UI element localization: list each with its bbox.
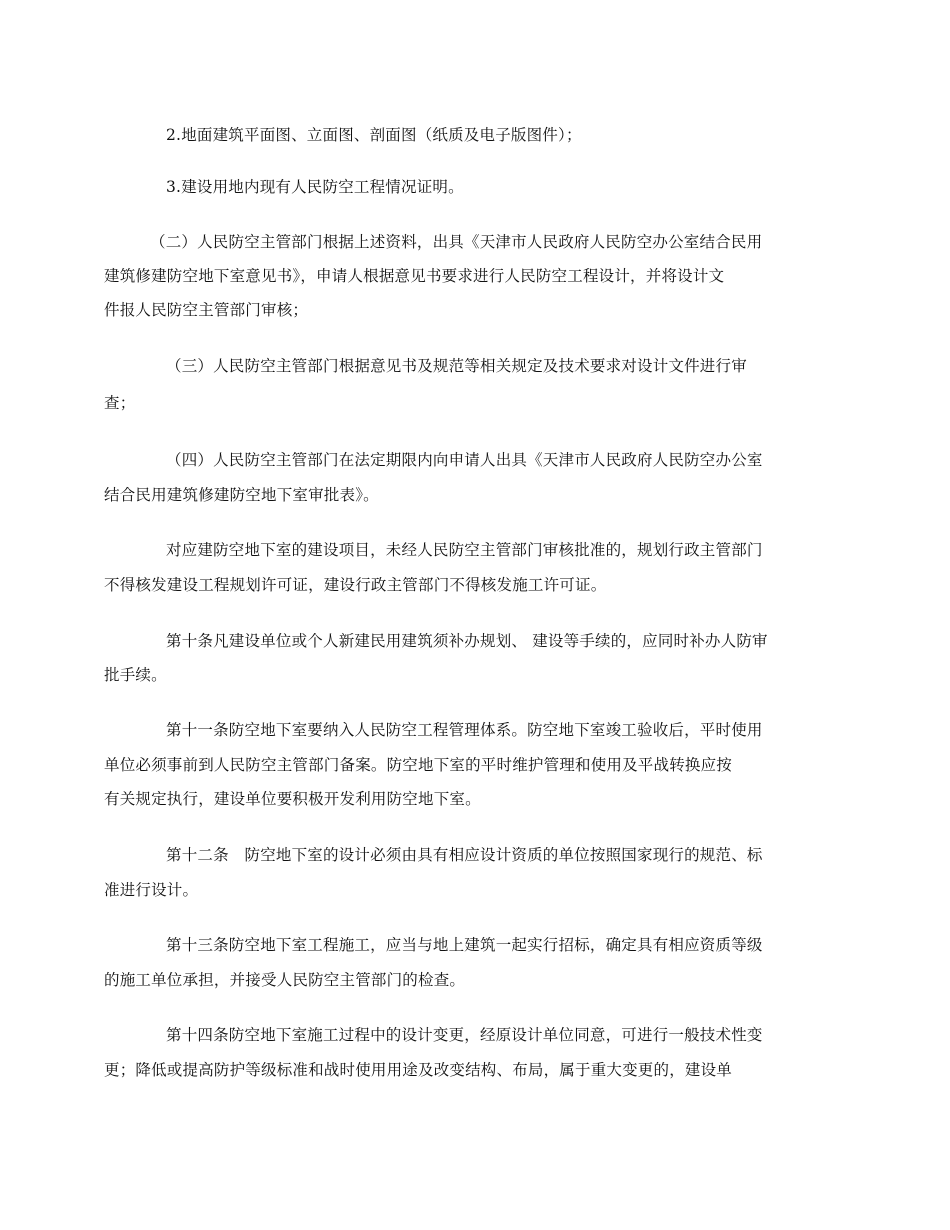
text-line: 结合民用建筑修建防空地下室审批表》。	[104, 486, 379, 504]
text-line: 建筑修建防空地下室意见书》，申请人根据意见书要求进行人民防空工程设计，并将设计文	[104, 267, 725, 285]
text-line: （三）人民防空主管部门根据意见书及规范等相关规定及技术要求对设计文件进行审	[166, 357, 747, 375]
text-line: 不得核发建设工程规划许可证，建设行政主管部门不得核发施工许可证。	[104, 576, 607, 594]
text-line: 2.地面建筑平面图、立面图、剖面图（纸质及电子版图件）；	[166, 126, 582, 144]
text-line: 第十三条防空地下室工程施工，应当与地上建筑一起实行招标，确定具有相应资质等级	[166, 936, 763, 954]
text-line: 件报人民防空主管部门审核；	[104, 301, 309, 319]
text-line: 第十四条防空地下室施工过程中的设计变更，经原设计单位同意，可进行一般技术性变	[166, 1026, 763, 1044]
text-line: 有关规定执行，建设单位要积极开发利用防空地下室。	[104, 790, 481, 808]
text-line: （二）人民防空主管部门根据上述资料，出具《天津市人民政府人民防空办公室结合民用	[150, 233, 763, 251]
text-line: 单位必须事前到人民防空主管部门备案。防空地下室的平时维护管理和使用及平战转换应按	[104, 756, 733, 774]
text-line: 的施工单位承担，并接受人民防空主管部门的检查。	[104, 971, 466, 989]
text-line: （四）人民防空主管部门在法定期限内向申请人出具《天津市人民政府人民防空办公室	[166, 451, 763, 469]
text-line: 查；	[104, 394, 136, 412]
text-line: 准进行设计。	[104, 881, 199, 899]
text-line: 对应建防空地下室的建设项目，未经人民防空主管部门审核批准的，规划行政主管部门	[166, 541, 763, 559]
text-line: 3.建设用地内现有人民防空工程情况证明。	[166, 178, 464, 196]
text-line: 批手续。	[104, 666, 167, 684]
text-line: 第十二条 防空地下室的设计必须由具有相应设计资质的单位按照国家现行的规范、标	[166, 846, 763, 864]
text-line: 第十一条防空地下室要纳入人民防空工程管理体系。防空地下室竣工验收后，平时使用	[166, 721, 763, 739]
text-line: 更；降低或提高防护等级标准和战时使用用途及改变结构、布局，属于重大变更的，建设单	[104, 1061, 733, 1079]
text-line: 第十条凡建设单位或个人新建民用建筑须补办规划、 建设等手续的，应同时补办人防审	[166, 632, 768, 650]
